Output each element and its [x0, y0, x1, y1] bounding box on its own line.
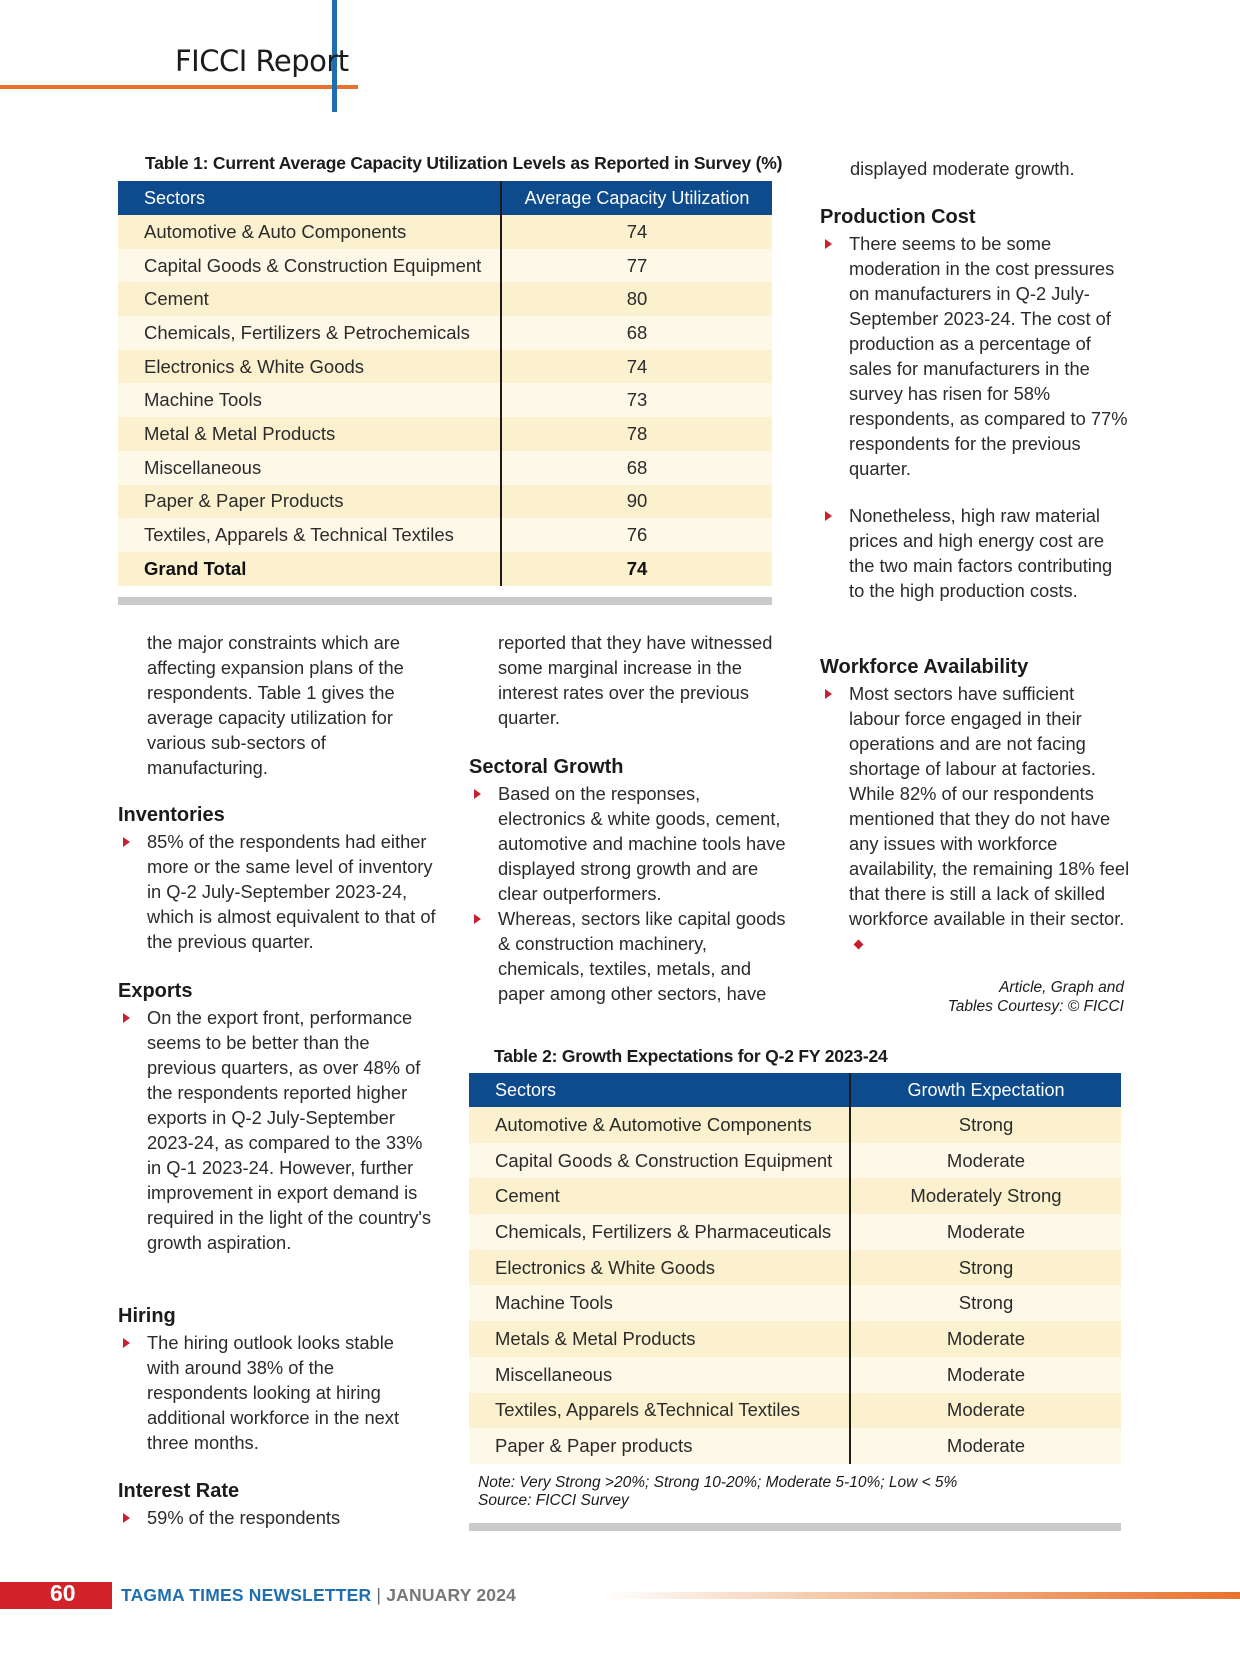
bullet-triangle-icon	[825, 511, 832, 521]
table1-sector-cell: Capital Goods & Construction Equipment	[118, 249, 501, 283]
bullet-text: The hiring outlook looks stable with around 38% of the respondents looking at hiring additional workforce in the next three months.	[147, 1332, 400, 1453]
table2-header-sectors: Sectors	[469, 1073, 850, 1107]
end-diamond-icon	[854, 940, 864, 950]
production-bullets	[820, 231, 1130, 603]
table-row	[118, 316, 772, 350]
col1-intro-text: the major constraints which are affecting expansion plans of the respondents. Table 1 gives the average capacity utilization for various sub-sectors of manufacturing.	[147, 632, 404, 778]
table1-header-sectors: Sectors	[118, 181, 501, 215]
list-item	[118, 1330, 428, 1455]
table2-growth-cell: Moderate	[850, 1357, 1121, 1393]
article-credit	[900, 978, 1124, 1016]
exports-bullets	[118, 1005, 438, 1255]
bullet-text: Whereas, sectors like capital goods & construction machinery, chemicals, textiles, metals, and paper among other sectors, have	[498, 908, 786, 1004]
table1-value-cell: 74	[501, 350, 772, 384]
table1-header-row	[118, 181, 772, 215]
table1-total-label: Grand Total	[118, 552, 501, 586]
table2-growth-cell: Moderate	[850, 1214, 1121, 1250]
table-row	[469, 1321, 1121, 1357]
table1-value-cell: 90	[501, 485, 772, 519]
table-row	[118, 350, 772, 384]
col2-intro-text: reported that they have witnessed some marginal increase in the interest rates over the previous quarter.	[498, 632, 773, 728]
table2-sector-cell: Miscellaneous	[469, 1357, 850, 1393]
table1-value-cell: 80	[501, 282, 772, 316]
table-row	[118, 383, 772, 417]
bullet-triangle-icon	[825, 239, 832, 249]
table-row	[469, 1357, 1121, 1393]
table1	[118, 181, 772, 586]
table2-caption: Table 2: Growth Expectations for Q-2 FY 2023-24	[494, 1046, 888, 1066]
table2-bottom-bar	[469, 1523, 1121, 1531]
heading-workforce-availability: Workforce Availability	[820, 656, 1029, 678]
table-row	[118, 417, 772, 451]
table2-sector-cell: Metals & Metal Products	[469, 1321, 850, 1357]
footer-date: JANUARY 2024	[386, 1585, 517, 1605]
bullet-triangle-icon	[123, 1013, 130, 1023]
table2-sector-cell: Capital Goods & Construction Equipment	[469, 1143, 850, 1179]
bullet-triangle-icon	[825, 689, 832, 699]
table2	[469, 1073, 1121, 1464]
table2-growth-cell: Strong	[850, 1285, 1121, 1321]
table1-sector-cell: Machine Tools	[118, 383, 501, 417]
table2-header-growth: Growth Expectation	[850, 1073, 1121, 1107]
footer-text	[121, 1585, 516, 1606]
table1-value-cell: 76	[501, 518, 772, 552]
bullet-text: Based on the responses, electronics & white goods, cement, automotive and machine tools have displayed strong growth and are clear outperformers.	[498, 783, 786, 904]
table1-sector-cell: Cement	[118, 282, 501, 316]
list-item	[469, 906, 789, 1006]
table-row	[469, 1393, 1121, 1429]
table2-sector-cell: Chemicals, Fertilizers & Pharmaceuticals	[469, 1214, 850, 1250]
table-row	[469, 1428, 1121, 1464]
list-item	[118, 1505, 438, 1530]
credit-line: Tables Courtesy: © FICCI	[947, 998, 1124, 1015]
table-row	[469, 1214, 1121, 1250]
table2-sector-cell: Textiles, Apparels &Technical Textiles	[469, 1393, 850, 1429]
bullet-text: 85% of the respondents had either more or the same level of inventory in Q-2 July-September 2023-24, which is almost equivalent to that of the previous quarter.	[147, 831, 436, 952]
table2-source-line: Source: FICCI Survey	[478, 1492, 629, 1509]
table-row	[118, 518, 772, 552]
bullet-triangle-icon	[123, 837, 130, 847]
table2-sector-cell: Cement	[469, 1178, 850, 1214]
table1-value-cell: 73	[501, 383, 772, 417]
table1-caption: Table 1: Current Average Capacity Utilization Levels as Reported in Survey (%)	[145, 153, 783, 173]
heading-interest-rate: Interest Rate	[118, 1480, 240, 1502]
footer-separator: |	[376, 1585, 382, 1605]
table-row	[469, 1107, 1121, 1143]
list-item	[820, 231, 1130, 481]
table2-growth-cell: Moderately Strong	[850, 1178, 1121, 1214]
hiring-bullets	[118, 1330, 428, 1455]
table1-total-row	[118, 552, 772, 586]
list-item	[820, 681, 1130, 956]
table-row	[469, 1250, 1121, 1286]
list-item	[118, 1005, 438, 1255]
table-row	[118, 282, 772, 316]
table2-sector-cell: Electronics & White Goods	[469, 1250, 850, 1286]
table2-growth-cell: Moderate	[850, 1143, 1121, 1179]
table1-total-value: 74	[501, 552, 772, 586]
interest-bullets	[118, 1505, 438, 1530]
table-row	[469, 1143, 1121, 1179]
heading-sectoral-growth: Sectoral Growth	[469, 756, 624, 778]
col3-intro-text: displayed moderate growth.	[850, 158, 1075, 179]
table2-sector-cell: Paper & Paper products	[469, 1428, 850, 1464]
heading-production-cost: Production Cost	[820, 206, 976, 228]
heading-inventories: Inventories	[118, 804, 225, 826]
table1-sector-cell: Electronics & White Goods	[118, 350, 501, 384]
table2-note-line: Note: Very Strong >20%; Strong 10-20%; Moderate 5-10%; Low < 5%	[478, 1474, 958, 1491]
table-row	[469, 1285, 1121, 1321]
page-number: 60	[50, 1580, 76, 1606]
bullet-text: On the export front, performance seems to be better than the previous quarters, as over 48% of the respondents reported higher exports in Q-2 July-September 2023-24, as compared to the 33% in Q-1 2023-24. However, further improvement in export demand is required in the light of the country's growth aspiration.	[147, 1007, 431, 1253]
workforce-bullets	[820, 681, 1130, 956]
table2-growth-cell: Strong	[850, 1107, 1121, 1143]
credit-line: Article, Graph and	[999, 979, 1124, 996]
table1-value-cell: 74	[501, 215, 772, 249]
table1-header-utilization: Average Capacity Utilization	[501, 181, 772, 215]
table1-sector-cell: Metal & Metal Products	[118, 417, 501, 451]
bullet-triangle-icon	[123, 1338, 130, 1348]
bullet-text: There seems to be some moderation in the cost pressures on manufacturers in Q-2 July-September 2023-24. The cost of production as a percentage of sales for manufacturers in the survey has risen for 58% respondents, as compared to 77% respondents for the previous quarter.	[849, 233, 1128, 479]
section-title: FICCI Report	[175, 44, 349, 78]
table2-growth-cell: Moderate	[850, 1321, 1121, 1357]
table2-header-row	[469, 1073, 1121, 1107]
table1-bottom-bar	[118, 597, 772, 605]
table2-sector-cell: Machine Tools	[469, 1285, 850, 1321]
bullet-triangle-icon	[123, 1513, 130, 1523]
sectoral-bullets	[469, 781, 789, 1006]
bullet-triangle-icon	[474, 914, 481, 924]
table1-sector-cell: Automotive & Auto Components	[118, 215, 501, 249]
table1-sector-cell: Miscellaneous	[118, 451, 501, 485]
table2-growth-cell: Strong	[850, 1250, 1121, 1286]
list-item	[820, 503, 1130, 603]
inventories-bullets	[118, 829, 448, 954]
bullet-text: 59% of the respondents	[147, 1507, 341, 1528]
bullet-text: Most sectors have sufficient labour force engaged in their operations and are not facing shortage of labour at factories. While 82% of our respondents mentioned that they do not have any issues with workforce availability, the remaining 18% feel that there is still a lack of skilled workforce available in their sector.	[849, 683, 1130, 929]
table2-note	[478, 1474, 957, 1510]
table1-value-cell: 78	[501, 417, 772, 451]
heading-hiring: Hiring	[118, 1305, 176, 1327]
table2-growth-cell: Moderate	[850, 1428, 1121, 1464]
table1-sector-cell: Chemicals, Fertilizers & Petrochemicals	[118, 316, 501, 350]
table1-value-cell: 77	[501, 249, 772, 283]
heading-exports: Exports	[118, 980, 193, 1002]
table2-growth-cell: Moderate	[850, 1393, 1121, 1429]
table-row	[118, 215, 772, 249]
table1-sector-cell: Paper & Paper Products	[118, 485, 501, 519]
table1-value-cell: 68	[501, 451, 772, 485]
header-orange-rule	[0, 85, 358, 89]
table-row	[118, 451, 772, 485]
list-item	[469, 781, 789, 906]
footer-brand: TAGMA TIMES NEWSLETTER	[121, 1585, 372, 1605]
table-row	[118, 249, 772, 283]
footer-gradient-rule	[605, 1592, 1240, 1599]
bullet-text: Nonetheless, high raw material prices and high energy cost are the two main factors contributing to the high production costs.	[849, 505, 1113, 601]
list-item	[118, 829, 448, 954]
table2-sector-cell: Automotive & Automotive Components	[469, 1107, 850, 1143]
table-row	[469, 1178, 1121, 1214]
table1-value-cell: 68	[501, 316, 772, 350]
bullet-triangle-icon	[474, 789, 481, 799]
table-row	[118, 485, 772, 519]
table1-sector-cell: Textiles, Apparels & Technical Textiles	[118, 518, 501, 552]
